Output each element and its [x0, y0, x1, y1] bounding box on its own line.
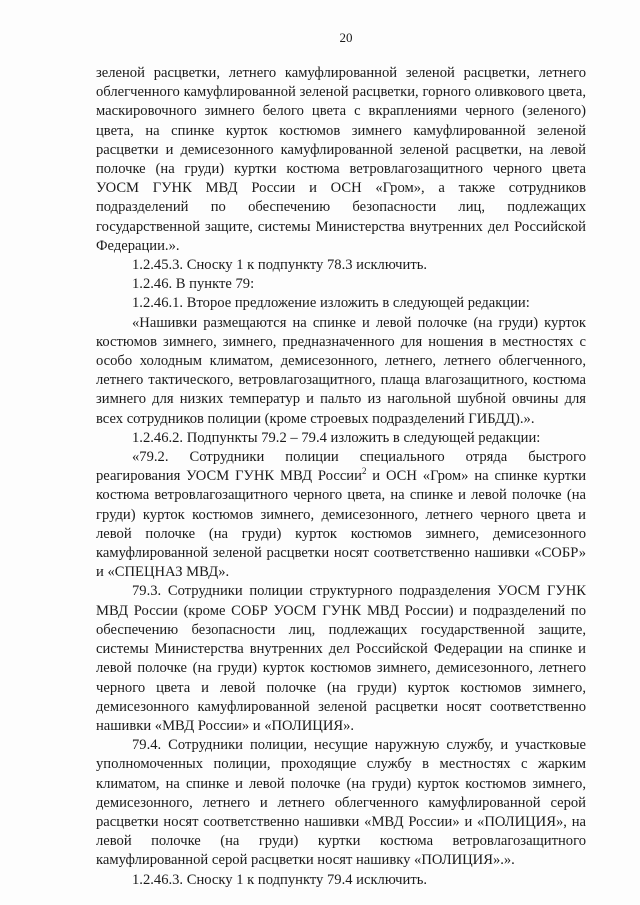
paragraph-patches-placement: «Нашивки размещаются на спинке и левой полочке (на груди) курток костюмов зимнего, зимнего, предназначенного для ношения в местностях с особо холодным климатом, демисезонного, летнего, летнего облегченного, летнего тактического, ветровлагозащитного, плаща влагозащитного, костюма зимнего для низких температур и пальто из нагольной шубной овчины для всех сотрудников полиции (кроме строевых подразделений ГИБДД).». [96, 314, 586, 427]
document-body [96, 64, 586, 890]
paragraph-79-2: «79.2. Сотрудники полиции специального отряда быстрого реагирования УОСМ ГУНК МВД России$^2$ и ОСН «Гром» на спинке куртки костюма ветровлагозащитного черного цвета, на спинке и левой полочке (на груди) курток костюмов зимнего, демисезонного, летнего черного цвета и левой полочке (на груди) курток костюмов зимнего, демисезонного камуфлированной зеленой расцветки носят соответственно нашивки «СОБР» и «СПЕЦНАЗ МВД». [96, 449, 586, 581]
paragraph-1-2-46-3: 1.2.46.3. Сноску 1 к подпункту 79.4 исключить. [132, 871, 428, 888]
footnote-marker[interactable]: 2 [361, 466, 367, 477]
paragraph-1-2-46-2: 1.2.46.2. Подпункты 79.2 – 79.4 изложить в следующей редакции: [132, 429, 541, 446]
paragraph-continuation: зеленой расцветки, летнего камуфлированной зеленой расцветки, летнего облегченного камуфлированной зеленой расцветки, горного оливкового цвета, маскировочного зимнего белого цвета с вкраплениями черного (зеленого) цвета, на спинке курток костюмов зимнего камуфлированной зеленой расцветки и демисезонного камуфлированной зеленой расцветки, на левой полочке (на груди) куртки костюма ветровлагозащитного черного цвета УОСМ ГУНК МВД России и ОСН «Гром», а также сотрудников подразделений по обеспечению безопасности лиц, подлежащих государственной защите, системы Министерства внутренних дел Российской Федерации.». [96, 65, 586, 254]
paragraph-footnote-78-3: 1.2.45.3. Сноску 1 к подпункту 78.3 исключить. [132, 257, 428, 274]
paragraph-item-79: 1.2.46. В пункте 79: [132, 276, 255, 293]
page-number: 20 [339, 30, 353, 45]
paragraph-1-2-46-1: 1.2.46.1. Второе предложение изложить в следующей редакции: [132, 295, 530, 312]
paragraph-79-3: 79.3. Сотрудники полиции структурного подразделения УОСМ ГУНК МВД России (кроме СОБР УОСМ ГУНК МВД России) и подразделений по обеспечению безопасности лиц, подлежащих государственной защите, системы Министерства внутренних дел Российской Федерации на спинке и левой полочке (на груди) курток костюмов зимнего, демисезонного, летнего черного цвета и левой полочке (на груди) курток костюмов зимнего, демисезонного камуфлированной зеленой расцветки носят соответственно нашивки «МВД России» и «ПОЛИЦИЯ». [96, 583, 586, 734]
paragraph-79-4: 79.4. Сотрудники полиции, несущие наружную службу, и участковые уполномоченных полиции, проходящие службу в местностях с жарким климатом, на спинке и левой полочке (на груди) курток костюмов зимнего, демисезонного, летнего и летнего облегченного камуфлированной серой расцветки носят соответственно нашивки «МВД России» и «ПОЛИЦИЯ», на левой полочке (на груди) куртки костюма ветровлагозащитного камуфлированной серой расцветки носят нашивку «ПОЛИЦИЯ».». [96, 737, 586, 869]
